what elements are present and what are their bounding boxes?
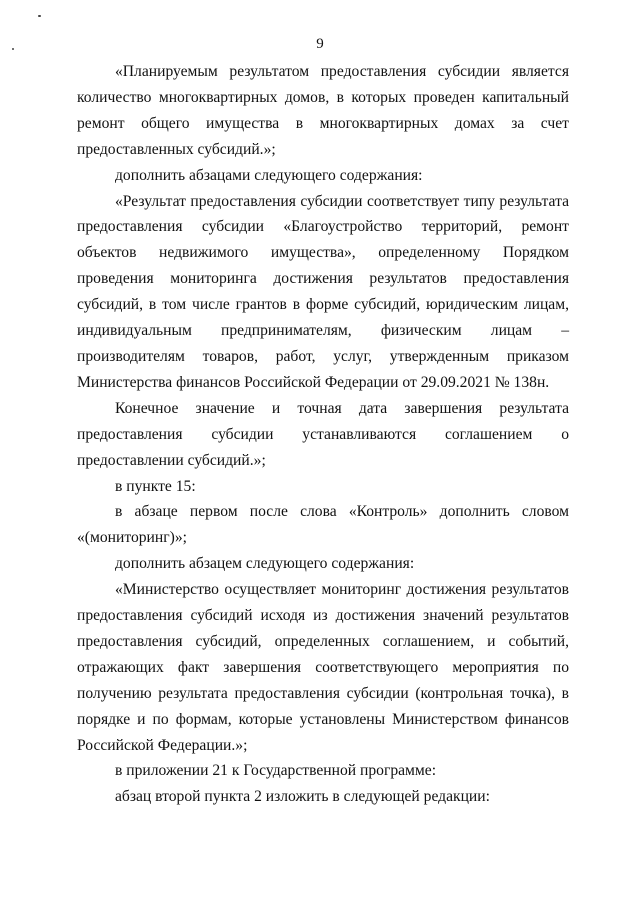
paragraph-result-type: «Результат предоставления субсидии соответствует типу результата предоставления субсидии «Благоустройство территорий, ремонт объектов недвижимого имущества», определенному Порядком проведения мониторинга достижения результатов предоставления субсидий, в том числе грантов в форме субсидий, юридическим лицам, индивидуальным предпринимателям, физическим лицам – производителям товаров, работ, услуг, утвержденным приказом Министерства финансов Российской Федерации от 29.09.2021 № 138н.	[77, 192, 569, 391]
page-number: 9	[316, 36, 324, 52]
paragraph-ministry-monitoring: «Министерство осуществляет мониторинг достижения результатов предоставления субсидий исходя из достижения значений результатов предоставления субсидий, определенных соглашением, и событий, отражающих факт завершения соответствующего мероприятия по получению результата предоставления субсидии (контрольная точка), в порядке и по формам, которые установлены Министерством финансов Российской Федерации.»;	[77, 581, 569, 754]
scan-speck	[38, 15, 41, 17]
paragraph-planned-result: «Планируемым результатом предоставления субсидии является количество многоквартирных домов, в которых проведен капитальный ремонт общего имущества в многоквартирных домах за счет предоставленных субсидий.»;	[77, 63, 569, 158]
paragraph-clause-15: в пункте 15:	[115, 477, 196, 495]
paragraph-appendix-21: в приложении 21 к Государственной программе:	[115, 762, 437, 780]
paragraph-second-abzac: абзац второй пункта 2 изложить в следующей редакции:	[115, 788, 490, 806]
paragraph-control-monitoring: в абзаце первом после слова «Контроль» дополнить словом «(мониторинг)»;	[77, 503, 569, 547]
paragraph-final-value: Конечное значение и точная дата завершения результата предоставления субсидии устанавливаются соглашением о предоставлении субсидий.»;	[77, 399, 569, 469]
document-body	[77, 59, 569, 810]
paragraph-add-paragraphs: дополнить абзацами следующего содержания:	[115, 166, 423, 184]
paragraph-add-paragraph: дополнить абзацем следующего содержания:	[115, 555, 415, 573]
